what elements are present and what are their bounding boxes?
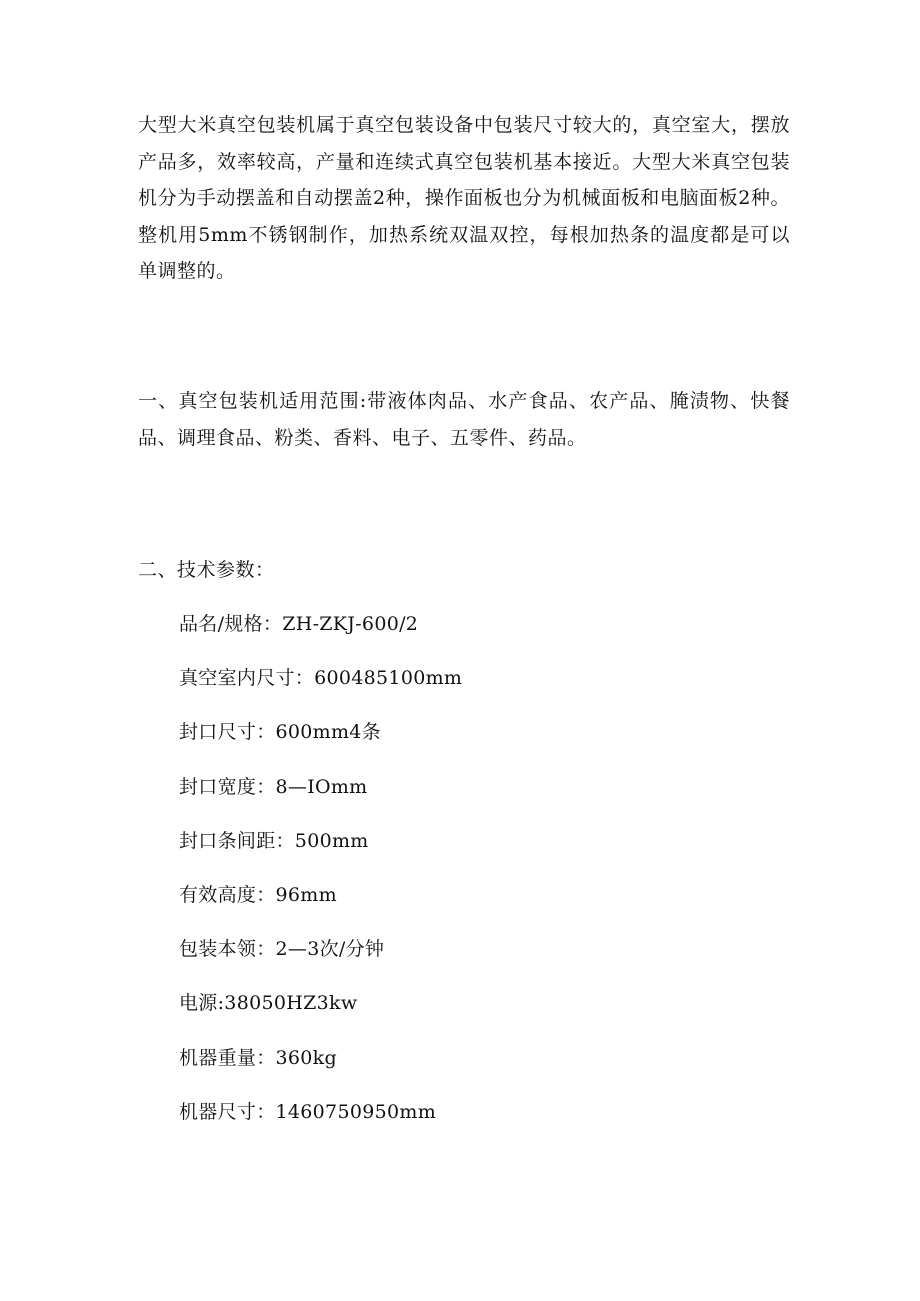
spec-item-seal-size: 封口尺寸：600mm4条: [179, 721, 381, 744]
spec-item-power: 电源:38050HZ3kw: [179, 992, 358, 1015]
spec-item-weight: 机器重量：360kg: [179, 1046, 337, 1069]
intro-paragraph: 大型大米真空包装机属于真空包装设备中包装尺寸较大的，真空室大，摆放产品多，效率较高，产量和连续式真空包装机基本接近。大型大米真空包装机分为手动摆盖和自动摆盖2种，操作面板也分为机械面板和电脑面板2种。整机用5mm不锈钢制作，加热系统双温双控，每根加热条的温度都是可以单调整的。: [138, 114, 790, 282]
spec-item-capacity: 包装本领：2—3次/分钟: [179, 938, 385, 961]
application-scope-paragraph: 一、真空包装机适用范围:带液体肉品、水产食品、农产品、腌渍物、快餐品、调理食品、粉类、香料、电子、五零件、药品。: [138, 390, 790, 449]
spec-item-seal-spacing: 封口条间距：500mm: [179, 829, 369, 852]
specs-heading: 二、技术参数：: [138, 559, 275, 581]
spec-item-effective-height: 有效高度：96mm: [179, 883, 337, 906]
spec-item-dimensions: 机器尺寸：1460750950mm: [179, 1100, 437, 1123]
spec-item-chamber-size: 真空室内尺寸：600485100mm: [179, 667, 463, 690]
specs-list: [179, 606, 462, 1148]
spec-item-model: 品名/规格：ZH-ZKJ-600/2: [179, 613, 419, 635]
spec-item-seal-width: 封口宽度：8—IOmm: [179, 775, 368, 798]
